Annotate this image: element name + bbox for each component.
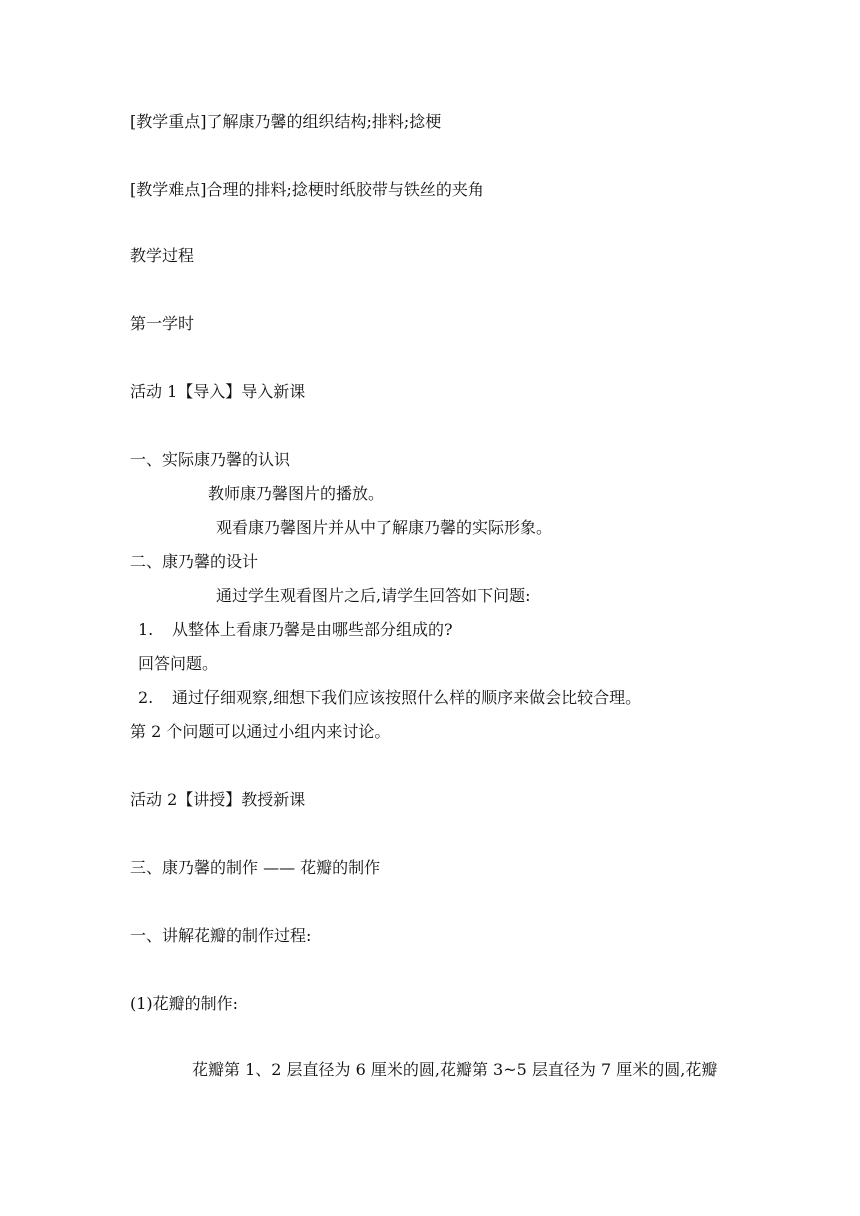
question-1-answer: 回答问题。 — [138, 654, 219, 673]
question-2-note: 第 2 个问题可以通过小组内来讨论。 — [130, 722, 391, 741]
question-1-number: 1. — [138, 620, 154, 639]
lesson-heading: 第一学时 — [130, 314, 195, 333]
question-1-text: 从整体上看康乃馨是由哪些部分组成的? — [172, 620, 453, 639]
section1-teacher-text: 教师康乃馨图片的播放。 — [208, 484, 385, 503]
activity1-heading: 活动 1【导入】导入新课 — [130, 382, 306, 401]
subsection1-item: (1)花瓣的制作: — [130, 994, 239, 1013]
activity2-heading: 活动 2【讲授】教授新课 — [130, 790, 306, 809]
question-2 — [138, 688, 641, 708]
petal-description: 花瓣第 1、2 层直径为 6 厘米的圆,花瓣第 3~5 层直径为 7 厘米的圆,花瓣 — [192, 1060, 718, 1079]
section1-student-text: 观看康乃馨图片并从中了解康乃馨的实际形象。 — [216, 518, 553, 537]
section3-title: 三、康乃馨的制作 —— 花瓣的制作 — [130, 858, 381, 877]
section2-title: 二、康乃馨的设计 — [130, 552, 259, 571]
difficulties-line: [教学难点]合理的排料;捻梗时纸胶带与铁丝的夹角 — [130, 180, 484, 199]
process-heading: 教学过程 — [130, 246, 195, 265]
section2-intro: 通过学生观看图片之后,请学生回答如下问题: — [216, 586, 531, 605]
subsection1-title: 一、讲解花瓣的制作过程: — [130, 926, 312, 945]
question-2-text: 通过仔细观察,细想下我们应该按照什么样的顺序来做会比较合理。 — [172, 688, 642, 707]
question-1 — [138, 620, 453, 640]
key-points-line: [教学重点]了解康乃馨的组织结构;排料;捻梗 — [130, 112, 442, 131]
question-2-number: 2. — [138, 688, 154, 707]
section1-title: 一、实际康乃馨的认识 — [130, 450, 291, 469]
